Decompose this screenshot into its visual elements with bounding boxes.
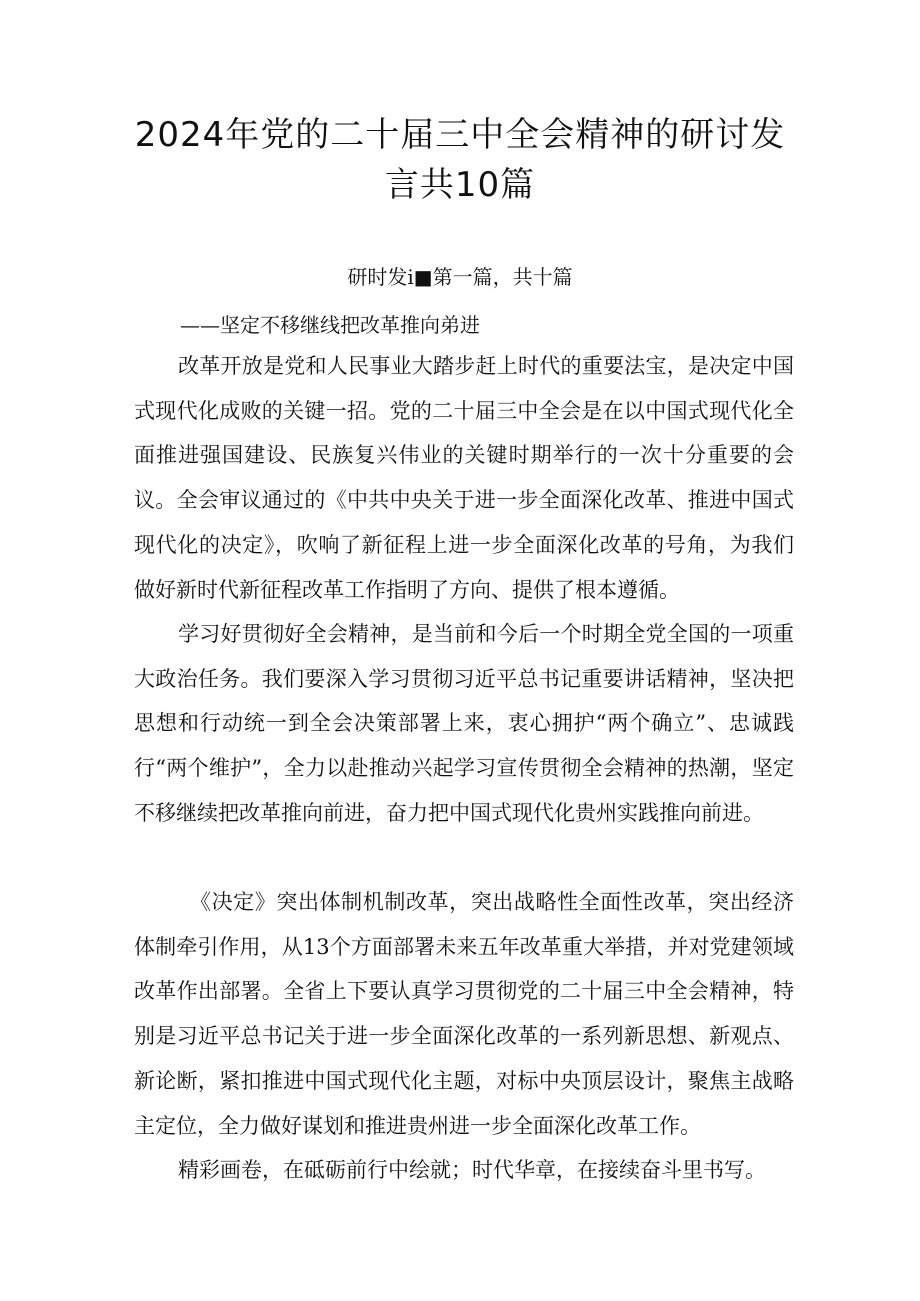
document-title-line-1: 2024年党的二十届三中全会精神的研讨发 [134, 115, 786, 155]
body-paragraph: 改革开放是党和人民事业大踏步赶上时代的重要法宝，是决定中国式现代化成败的关键一招。党的二十届三中全会是在以中国式现代化全面推进强国建设、民族复兴伟业的关键时期举行的一次十分重要的会议。全会审议通过的《中共中央关于进一步全面深化改革、推进中国式现代化的决定》，吹响了新征程上进一步全面深化改革的号角，为我们做好新时代新征程改革工作指明了方向、提供了根本遵循。 [134, 354, 794, 602]
body-paragraph: 学习好贯彻好全会精神，是当前和今后一个时期全党全国的一项重大政治任务。我们要深入学习贯彻习近平总书记重要讲话精神，坚决把思想和行动统一到全会决策部署上来，衷心拥护“两个确立”、忠诚践行“两个维护”，全力以赴推动兴起学习宣传贯彻全会精神的热潮，坚定不移继续把改革推向前进，奋力把中国式现代化贵州实践推向前进。 [134, 622, 794, 825]
section-byline: ——坚定不移继线把改革推向弟进 [180, 313, 480, 337]
document-title-line-2: 言共10篇 [384, 165, 536, 205]
body-paragraph: 《决定》突出体制机制改革，突出战略性全面性改革，突出经济体制牵引作用，从13个方面部署未来五年改革重大举措，并对党建领域改革作出部署。全省上下要认真学习贯彻党的二十届三中全会精神，特别是习近平总书记关于进一步全面深化改革的一系列新思想、新观点、新论断，紧扣推进中国式现代化主题，对标中央顶层设计，聚焦主战略主定位，全力做好谋划和推进贵州进一步全面深化改革工作。 [134, 890, 794, 1138]
body-paragraph: 精彩画卷，在砥砺前行中绘就；时代华章，在接续奋斗里书写。 [178, 1158, 766, 1182]
section-subtitle: 研时发i■第一篇，共十篇 [347, 265, 573, 289]
